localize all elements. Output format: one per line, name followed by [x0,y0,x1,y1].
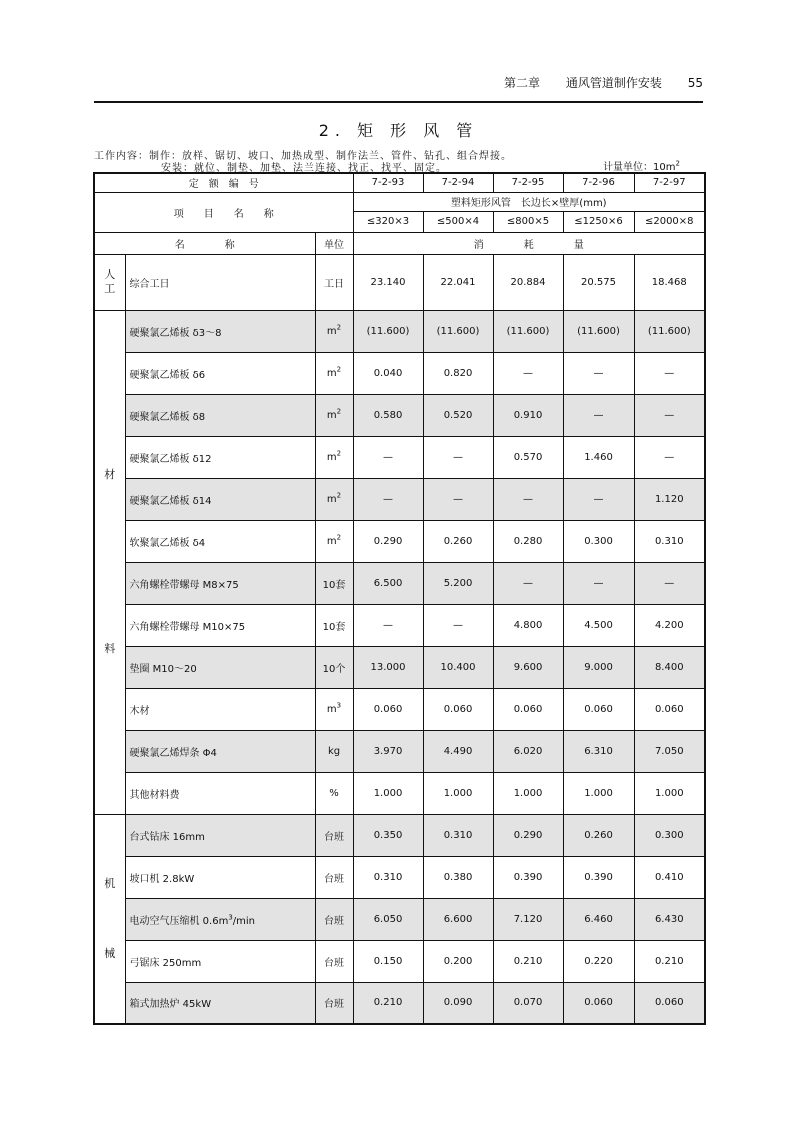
item-name: 台式钻床 16mm [129,831,205,843]
value-cell: 0.300 [634,814,705,856]
value-cell: (11.600) [423,310,493,352]
unit-cell [315,730,353,772]
value-cell: — [353,604,423,646]
value-cell: 0.090 [423,982,493,1024]
table-row [94,604,705,646]
quota-number: 7-2-96 [563,173,634,192]
value-cell: 5.200 [423,562,493,604]
value-cell: 0.060 [353,688,423,730]
value-cell: 0.410 [634,856,705,898]
unit-cell [315,772,353,814]
table-row [94,310,705,352]
value-cell: 1.000 [634,772,705,814]
value-cell: — [493,478,563,520]
quota-table [93,172,706,1025]
unit-text: m [326,409,337,421]
value-cell: 0.260 [423,520,493,562]
unit-text: m [326,535,337,547]
unit-text: 台班 [324,831,344,843]
unit-text: m [326,493,337,505]
quota-number: 7-2-94 [423,173,493,192]
unit-cell [315,352,353,394]
unit-text: 工日 [324,278,344,290]
spec-cell: ≤2000×8 [634,211,705,232]
item-name-cell [125,436,315,478]
unit-cell [315,254,353,310]
value-cell: (11.600) [563,310,634,352]
unit-cell [315,940,353,982]
value-cell: (11.600) [493,310,563,352]
value-cell: 9.600 [493,646,563,688]
table-row [94,254,705,310]
value-cell: 0.060 [493,688,563,730]
unit-cell [315,310,353,352]
unit-sup: 2 [336,491,342,500]
chapter-number: 第二章 [504,76,541,90]
value-cell: 0.310 [634,520,705,562]
item-name-cell [125,604,315,646]
value-cell: — [353,478,423,520]
quota-number: 7-2-93 [353,173,423,192]
item-name-cell [125,478,315,520]
item-name: 六角螺栓带螺母 M8×75 [129,579,239,591]
value-cell: 0.580 [353,394,423,436]
value-cell: 0.040 [353,352,423,394]
value-cell: 1.000 [353,772,423,814]
value-cell: 6.430 [634,898,705,940]
value-cell: 0.280 [493,520,563,562]
item-name-cell [125,730,315,772]
item-name: 其他材料费 [129,789,180,801]
table-row [94,940,705,982]
value-cell: 6.500 [353,562,423,604]
spec-cell: ≤1250×6 [563,211,634,232]
unit-cell [315,394,353,436]
item-name: 硬聚氯乙烯板 δ6 [129,369,206,381]
table-row [94,688,705,730]
table-row [94,772,705,814]
item-name-cell [125,394,315,436]
table-row [94,520,705,562]
value-cell: 0.210 [634,940,705,982]
table-row [94,436,705,478]
unit-text: m [326,325,337,337]
measurement-unit-sup: 2 [675,159,680,168]
value-cell: 0.310 [353,856,423,898]
unit-cell [315,562,353,604]
value-cell: 0.060 [634,688,705,730]
value-cell: 6.460 [563,898,634,940]
table-row [94,394,705,436]
value-cell: — [493,352,563,394]
value-cell: 1.000 [563,772,634,814]
work-content-line-1: 工作内容：制作：放样、锯切、坡口、加热成型、制作法兰、管件、钻孔、组合焊接。 [94,151,512,162]
running-header [94,74,703,91]
table-row [94,478,705,520]
unit-cell [315,898,353,940]
value-cell: — [634,562,705,604]
item-name-sup: 3 [228,913,233,922]
unit-cell [315,646,353,688]
unit-text: m [326,451,337,463]
item-name-cell [125,940,315,982]
group-title-row [94,192,705,211]
value-cell: 0.200 [423,940,493,982]
unit-text: 10个 [322,663,346,675]
item-name: 综合工日 [129,278,170,290]
unit-cell [315,982,353,1024]
item-name: 硬聚氯乙烯板 δ3～8 [129,327,222,339]
value-cell: 22.041 [423,254,493,310]
item-name: 硬聚氯乙烯板 δ8 [129,411,206,423]
value-cell: — [563,562,634,604]
value-cell: 0.290 [353,520,423,562]
unit-cell [315,436,353,478]
value-cell: 7.120 [493,898,563,940]
value-cell: 0.520 [423,394,493,436]
unit-cell [315,856,353,898]
quota-number-row [94,173,705,192]
material-category-bottom: 料 [104,642,116,655]
value-cell: — [493,562,563,604]
unit-column-header: 单位 [315,232,353,254]
value-cell: 0.220 [563,940,634,982]
item-name: 木材 [129,705,150,717]
value-cell: 18.468 [634,254,705,310]
value-cell: — [634,352,705,394]
spec-cell: ≤800×5 [493,211,563,232]
value-cell: — [563,352,634,394]
value-cell: 0.820 [423,352,493,394]
value-cell: 8.400 [634,646,705,688]
value-cell: — [634,394,705,436]
column-header-row [94,232,705,254]
item-name-cell [125,688,315,730]
value-cell: — [353,436,423,478]
spec-cell: ≤500×4 [423,211,493,232]
value-cell: 6.310 [563,730,634,772]
item-name-tail: /min [232,915,256,927]
machinery-category-bottom: 械 [104,946,116,960]
value-cell: 10.400 [423,646,493,688]
item-name-cell [125,310,315,352]
group-title: 塑料矩形风管 长边长×壁厚(mm) [353,192,705,211]
unit-cell [315,688,353,730]
value-cell: 0.060 [634,982,705,1024]
value-cell: 0.570 [493,436,563,478]
item-name-cell [125,898,315,940]
consumption-column-header: 消 耗 量 [353,232,705,254]
value-cell: 3.970 [353,730,423,772]
value-cell: 20.575 [563,254,634,310]
header-rule [94,101,703,103]
item-name-cell [125,814,315,856]
material-category [94,310,125,814]
value-cell: 0.060 [563,982,634,1024]
section-title: 2. 矩 形 风 管 [318,121,479,140]
value-cell: 6.050 [353,898,423,940]
value-cell: — [563,478,634,520]
value-cell: 0.290 [493,814,563,856]
value-cell: 1.460 [563,436,634,478]
table-row [94,730,705,772]
table-row [94,898,705,940]
value-cell: 0.060 [423,688,493,730]
table-row [94,646,705,688]
value-cell: 13.000 [353,646,423,688]
value-cell: 20.884 [493,254,563,310]
name-column-header: 名 称 [94,232,315,254]
value-cell: 0.390 [493,856,563,898]
item-name: 软聚氯乙烯板 δ4 [129,537,206,549]
value-cell: — [423,604,493,646]
unit-sup: 2 [336,533,342,542]
unit-text: m [326,703,337,715]
item-name-cell [125,520,315,562]
item-name: 硬聚氯乙烯板 δ14 [129,495,212,507]
unit-sup: 2 [336,407,342,416]
item-name-cell [125,254,315,310]
unit-sup: 3 [336,701,342,710]
item-name: 六角螺栓带螺母 M10×75 [129,621,246,633]
spec-cell: ≤320×3 [353,211,423,232]
measurement-unit [603,158,680,173]
value-cell: 9.000 [563,646,634,688]
value-cell: 23.140 [353,254,423,310]
quota-number-label: 定 额 编 号 [94,173,353,192]
item-name-cell [125,856,315,898]
unit-sup: 2 [336,449,342,458]
value-cell: (11.600) [353,310,423,352]
value-cell: — [423,478,493,520]
machinery-category-top: 机 [104,876,116,890]
material-category-top: 材 [104,468,116,481]
quota-number: 7-2-97 [634,173,705,192]
unit-text: 台班 [324,873,344,885]
table-row [94,562,705,604]
item-name-cell [125,982,315,1024]
value-cell: 6.600 [423,898,493,940]
unit-text: % [329,787,339,799]
value-cell: 0.380 [423,856,493,898]
value-cell: — [563,394,634,436]
unit-cell [315,478,353,520]
machinery-category [94,814,125,1024]
item-name: 硬聚氯乙烯焊条 Φ4 [129,747,217,759]
work-content-line-2: 安装：就位、制垫、加垫、法兰连接、找正、找平、固定。 [161,163,447,174]
value-cell: 1.120 [634,478,705,520]
unit-sup: 2 [336,323,342,332]
unit-text: 10套 [322,579,346,591]
value-cell: — [634,436,705,478]
value-cell: 4.800 [493,604,563,646]
unit-text: 10套 [322,621,346,633]
item-name: 电动空气压缩机 0.6m [129,915,229,927]
measurement-unit-label: 计量单位：10m [603,162,676,173]
value-cell: 0.150 [353,940,423,982]
item-name-label: 项 目 名 称 [94,192,353,232]
chapter-title: 通风管道制作安装 [565,76,662,90]
value-cell: 0.210 [493,940,563,982]
unit-text: m [326,367,337,379]
item-name: 硬聚氯乙烯板 δ12 [129,453,212,465]
unit-cell [315,520,353,562]
value-cell: — [423,436,493,478]
unit-text: 台班 [324,957,344,969]
item-name-cell [125,772,315,814]
value-cell: 0.390 [563,856,634,898]
labor-category: 人 工 [94,254,125,310]
unit-cell [315,604,353,646]
item-name: 箱式加热炉 45kW [129,999,212,1011]
unit-text: 台班 [324,915,344,927]
value-cell: 4.500 [563,604,634,646]
value-cell: 0.910 [493,394,563,436]
item-name-cell [125,352,315,394]
table-row [94,982,705,1024]
value-cell: 1.000 [493,772,563,814]
value-cell: (11.600) [634,310,705,352]
item-name: 坡口机 2.8kW [129,873,195,885]
value-cell: 0.260 [563,814,634,856]
value-cell: 1.000 [423,772,493,814]
unit-sup: 2 [336,365,342,374]
value-cell: 0.210 [353,982,423,1024]
table-row [94,856,705,898]
quota-number: 7-2-95 [493,173,563,192]
value-cell: 4.200 [634,604,705,646]
value-cell: 0.350 [353,814,423,856]
value-cell: 0.300 [563,520,634,562]
table-row [94,352,705,394]
item-name: 垫圈 M10～20 [129,663,197,675]
unit-text: kg [327,745,341,757]
unit-cell [315,814,353,856]
value-cell: 4.490 [423,730,493,772]
value-cell: 7.050 [634,730,705,772]
unit-text: 台班 [324,999,344,1011]
value-cell: 0.070 [493,982,563,1024]
page-number: 55 [687,76,703,90]
value-cell: 6.020 [493,730,563,772]
item-name-cell [125,562,315,604]
item-name: 弓锯床 250mm [129,957,202,969]
item-name-cell [125,646,315,688]
quota-table-body [94,173,705,1024]
value-cell: 0.060 [563,688,634,730]
value-cell: 0.310 [423,814,493,856]
table-row [94,814,705,856]
